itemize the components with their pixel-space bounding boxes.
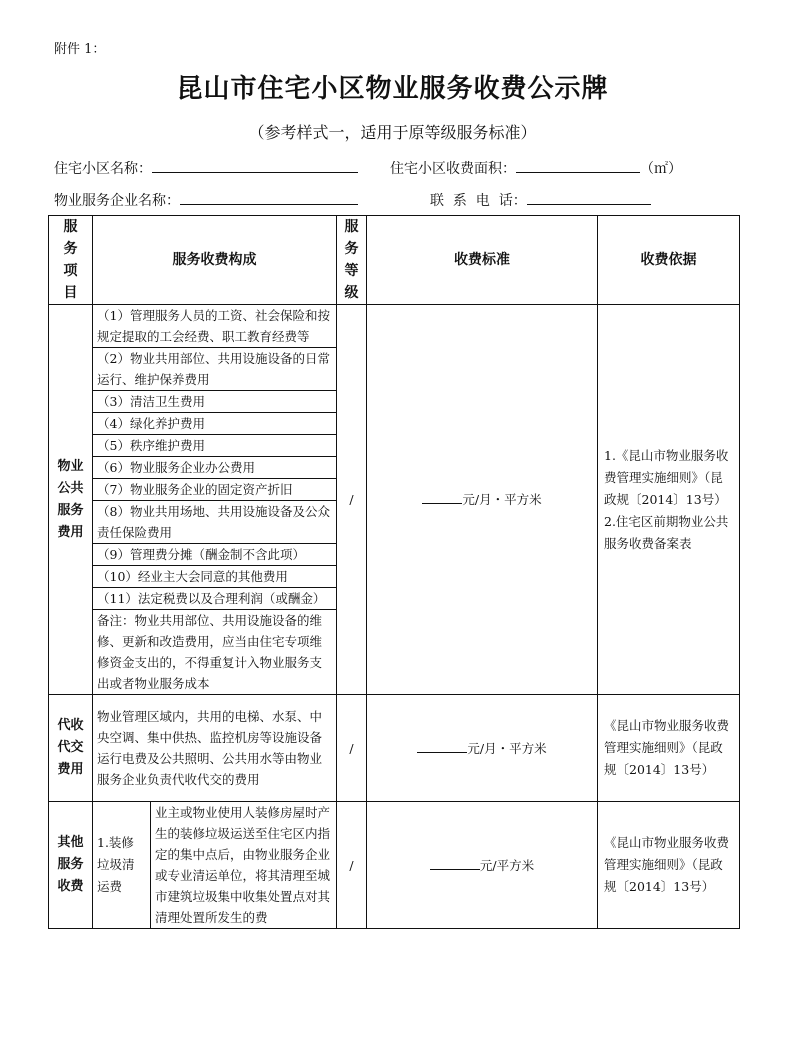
header-level: 服 务 等 级 xyxy=(337,216,367,305)
area-unit: （㎡） xyxy=(640,161,682,177)
basis-cell: 《昆山市物业服务收费管理实施细则》（昆政规〔2014〕13号） xyxy=(598,802,740,929)
composition-item: （1）管理服务人员的工资、社会保险和按规定提取的工会经费、职工教育经费等 xyxy=(93,305,337,348)
standard-cell: 元/平方米 xyxy=(367,802,598,929)
subitem-cell: 1.装修垃圾清运费 xyxy=(93,802,151,929)
charge-area-field xyxy=(390,158,682,178)
composition-item: （8）物业共用场地、共用设施设备及公众责任保险费用 xyxy=(93,501,337,544)
composition-item: 物业管理区域内，共用的电梯、水泵、中央空调、集中供热、监控机房等设施设备运行电费及公共照明、公共用水等由物业服务企业负责代收代交的费用 xyxy=(93,695,337,802)
category-cell: 代收 代交 费用 xyxy=(49,695,93,802)
table-row xyxy=(49,802,740,929)
phone-label: 联 系 电 话： xyxy=(430,193,527,209)
composition-item: （5）秩序维护费用 xyxy=(93,435,337,457)
composition-item: 业主或物业使用人装修房屋时产生的装修垃圾运送至住宅区内指定的集中点后，由物业服务企业或专业清运单位，将其清理至城市建筑垃圾集中收集处置点对其清理处置所发生的费 xyxy=(151,802,337,929)
composition-note: 备注：物业共用部位、共用设施设备的维修、更新和改造费用，应当由住宅专项维修资金支出的，不得重复计入物业服务支出或者物业服务成本 xyxy=(93,610,337,695)
fee-table xyxy=(48,215,740,929)
attachment-label: 附件 1： xyxy=(54,42,106,57)
phone-field xyxy=(430,190,651,210)
composition-item: （9）管理费分摊（酬金制不含此项） xyxy=(93,544,337,566)
basis-cell: 《昆山市物业服务收费管理实施细则》（昆政规〔2014〕13号） xyxy=(598,695,740,802)
fee-blank[interactable] xyxy=(417,739,467,753)
header-standard: 收费标准 xyxy=(367,216,598,305)
table-row xyxy=(49,305,740,348)
phone-blank[interactable] xyxy=(527,190,651,205)
table-row xyxy=(49,695,740,802)
company-name-label: 物业服务企业名称： xyxy=(54,193,180,209)
category-cell: 其他 服务 收费 xyxy=(49,802,93,929)
community-name-label: 住宅小区名称： xyxy=(54,161,152,177)
header-item: 服 务 项 目 xyxy=(49,216,93,305)
level-cell: / xyxy=(337,305,367,695)
page-title: 昆山市住宅小区物业服务收费公示牌 xyxy=(176,74,609,104)
header-composition: 服务收费构成 xyxy=(93,216,337,305)
charge-area-label: 住宅小区收费面积： xyxy=(390,161,516,177)
composition-item: （11）法定税费以及合理利润（或酬金） xyxy=(93,588,337,610)
level-cell: / xyxy=(337,802,367,929)
company-name-blank[interactable] xyxy=(180,190,358,205)
table-header-row xyxy=(49,216,740,305)
composition-item: （3）清洁卫生费用 xyxy=(93,391,337,413)
page-subtitle: （参考样式一，适用于原等级服务标准） xyxy=(248,123,537,142)
composition-item: （2）物业共用部位、共用设施设备的日常运行、维护保养费用 xyxy=(93,348,337,391)
fee-blank[interactable] xyxy=(430,856,480,870)
category-cell: 物业 公共 服务 费用 xyxy=(49,305,93,695)
level-cell: / xyxy=(337,695,367,802)
composition-item: （10）经业主大会同意的其他费用 xyxy=(93,566,337,588)
community-name-field xyxy=(54,158,358,178)
composition-item: （7）物业服务企业的固定资产折旧 xyxy=(93,479,337,501)
charge-area-blank[interactable] xyxy=(516,158,640,173)
fee-blank[interactable] xyxy=(422,490,462,504)
community-name-blank[interactable] xyxy=(152,158,358,173)
company-name-field xyxy=(54,190,358,210)
standard-cell: 元/月・平方米 xyxy=(367,305,598,695)
standard-cell: 元/月・平方米 xyxy=(367,695,598,802)
composition-item: （6）物业服务企业办公费用 xyxy=(93,457,337,479)
basis-cell: 1.《昆山市物业服务收费管理实施细则》（昆政规〔2014〕13号） 2.住宅区前期物业公共服务收费备案表 xyxy=(598,305,740,695)
header-basis: 收费依据 xyxy=(598,216,740,305)
composition-item: （4）绿化养护费用 xyxy=(93,413,337,435)
